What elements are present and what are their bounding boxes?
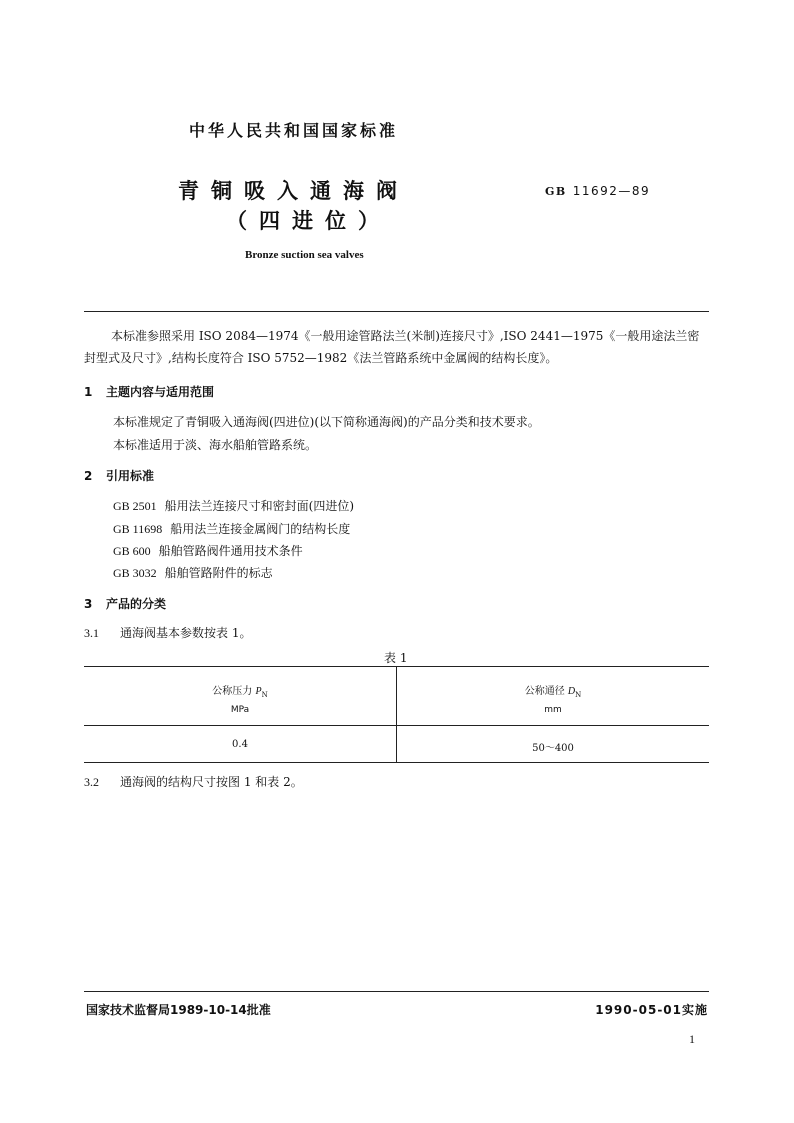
- section-number: 1: [84, 385, 93, 399]
- intro-text: 本标准参照采用 ISO 2084—1974《一般用途管路法兰(米制)连接尺寸》,ISO 2441—1975《一般用途法兰密封型式及尺寸》,结构长度符合 ISO 5752—1982《法兰管路系统中金属阀的结构长度》。: [84, 329, 700, 365]
- header-subscript: N: [575, 691, 582, 699]
- parameter-table: [84, 666, 709, 763]
- header-symbol: P: [255, 686, 262, 697]
- reference-title: 船舶管路附件的标志: [164, 566, 273, 580]
- reference-title: 船舶管路阀件通用技术条件: [158, 544, 303, 558]
- table-cell: 0.4: [232, 739, 248, 750]
- reference-code: GB 600: [113, 544, 151, 558]
- header-unit: MPa: [230, 705, 250, 715]
- standard-title: 青铜吸入通海阀: [178, 179, 409, 203]
- header-symbol: D: [567, 686, 576, 697]
- header-label: 公称通径: [524, 686, 565, 697]
- clause-text: 通海阀的结构尺寸按图 1 和表 2。: [120, 775, 303, 789]
- standard-number: [545, 184, 650, 198]
- clause-text: 通海阀基本参数按表 1。: [120, 626, 252, 640]
- reference-title: 船用法兰连接尺寸和密封面(四进位): [164, 499, 355, 513]
- clause-3-2: [84, 773, 303, 790]
- reference-title: 船用法兰连接金属阀门的结构长度: [170, 522, 351, 536]
- section-2-heading: [84, 467, 154, 484]
- clause-number: 3.2: [84, 775, 99, 789]
- footer-divider: [84, 991, 709, 992]
- table-header-cell: [397, 682, 709, 715]
- reference-item: [113, 564, 273, 581]
- section-title: 产品的分类: [106, 597, 167, 611]
- section-1-line: 本标准规定了青铜吸入通海阀(四进位)(以下简称通海阀)的产品分类和技术要求。: [113, 415, 540, 429]
- section-title: 引用标准: [106, 469, 155, 483]
- clause-number: 3.1: [84, 626, 99, 640]
- section-title: 主题内容与适用范围: [106, 385, 215, 399]
- section-3-heading: [84, 595, 166, 612]
- page-number: 1: [689, 1032, 695, 1046]
- header-unit: mm: [544, 705, 562, 715]
- header-subscript: N: [261, 691, 268, 699]
- standard-code: 11692—89: [572, 184, 651, 198]
- header-divider: [84, 311, 709, 312]
- reference-item: [113, 497, 354, 514]
- table-caption: 表 1: [384, 651, 408, 665]
- standard-subtitle: （四进位）: [226, 209, 391, 233]
- intro-paragraph: [84, 325, 709, 369]
- reference-code: GB 3032: [113, 566, 157, 580]
- standard-prefix: GB: [545, 185, 567, 198]
- english-title: Bronze suction sea valves: [245, 249, 364, 261]
- table-cell: 50～400: [532, 743, 574, 754]
- reference-code: GB 11698: [113, 522, 163, 536]
- section-1-heading: [84, 383, 214, 400]
- effective-date: 1990-05-01实施: [595, 1003, 708, 1017]
- clause-3-1: [84, 624, 251, 641]
- reference-item: [113, 520, 350, 537]
- reference-code: GB 2501: [113, 499, 157, 513]
- national-standard-header: 中华人民共和国国家标准: [189, 121, 399, 140]
- section-number: 3: [84, 597, 93, 611]
- header-label: 公称压力: [212, 686, 253, 697]
- reference-item: [113, 542, 303, 559]
- approval-date: 国家技术监督局1989-10-14批准: [86, 1003, 271, 1017]
- table-header-cell: [84, 682, 396, 715]
- section-number: 2: [84, 469, 93, 483]
- section-1-line: 本标准适用于淡、海水船舶管路系统。: [113, 438, 318, 452]
